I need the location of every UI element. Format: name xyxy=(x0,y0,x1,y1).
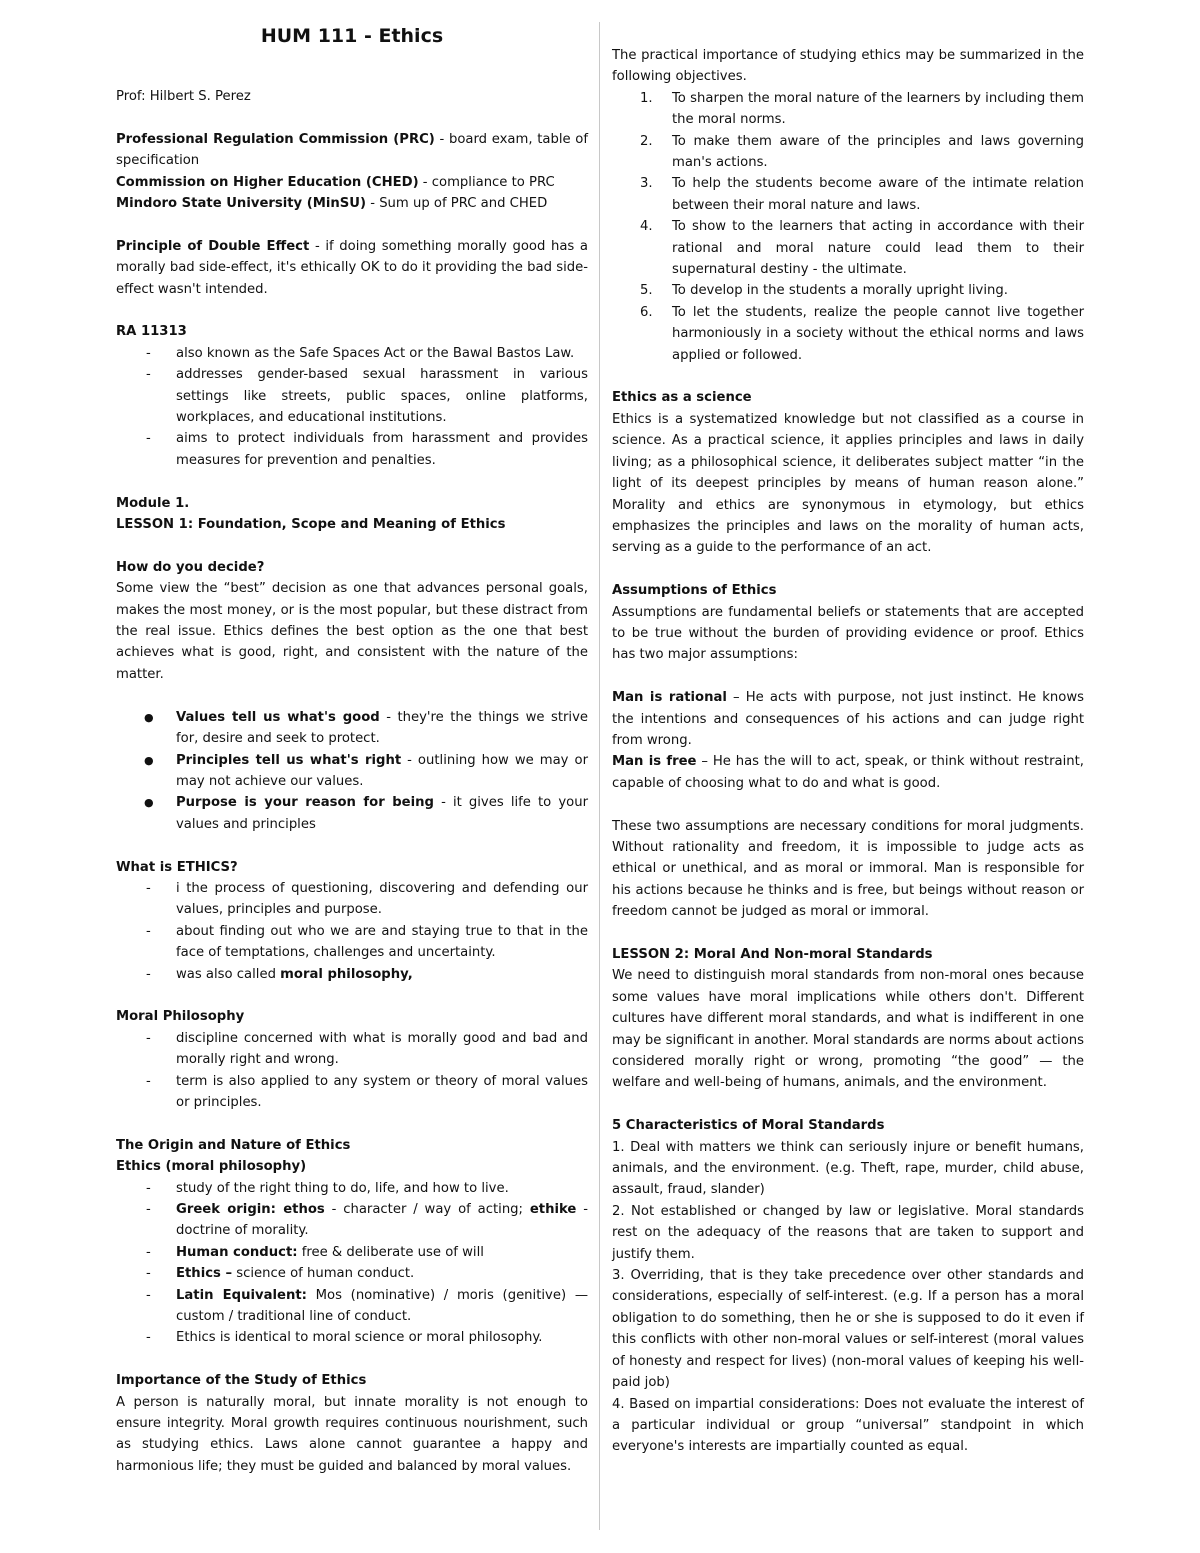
left-column xyxy=(116,86,588,1477)
characteristics-heading: 5 Characteristics of Moral Standards xyxy=(612,1118,885,1134)
what-ethics-list xyxy=(116,878,588,985)
characteristic-item: 2. Not established or changed by law or legislative. Moral standards rest on the adequacy of the reasons that are taken to support and justify them. xyxy=(612,1203,1084,1262)
decide-heading: How do you decide? xyxy=(116,559,265,575)
list-item: - Ethics – science of human conduct. xyxy=(146,1266,415,1282)
double-effect: Principle of Double Effect - if doing something morally good has a morally bad side-effect, it's ethically OK to do it providing the bad side-effect wasn't intended. xyxy=(116,238,588,297)
list-item: - Ethics is identical to moral science or moral philosophy. xyxy=(146,1330,543,1346)
origin-list xyxy=(116,1178,588,1349)
lesson1-heading: LESSON 1: Foundation, Scope and Meaning of Ethics xyxy=(116,517,506,533)
list-item: - term is also applied to any system or theory of moral values or principles. xyxy=(146,1073,588,1110)
ra-heading: RA 11313 xyxy=(116,324,187,340)
right-column xyxy=(612,45,1084,1458)
list-item: - Greek origin: ethos - character / way of acting; ethike - doctrine of morality. xyxy=(146,1201,589,1239)
list-item: - study of the right thing to do, life, and how to live. xyxy=(146,1180,509,1196)
lesson2-heading: LESSON 2: Moral And Non-moral Standards xyxy=(612,946,933,962)
list-item: - was also called moral philosophy, xyxy=(146,966,413,982)
list-item: - about finding out who we are and staying true to that in the face of temptations, challenges and uncertainty. xyxy=(146,923,588,961)
page-title: HUM 111 - Ethics xyxy=(260,25,444,47)
list-item: - Human conduct: free & deliberate use of will xyxy=(146,1244,484,1260)
science-text: Ethics is a systematized knowledge but not classified as a course in science. As a practical science, it applies principles and laws in daily living; as a philosophical science, it deliberates subject matter “in the light of its deepest principles by means of human reason alone.” Morality and ethics are synonymous in etymology, but ethics emphasizes the principles and laws on the morality of human acts, serving as a guide to the performance of an act. xyxy=(612,411,1084,556)
list-item: - i the process of questioning, discovering and defending our values, principles and purpose. xyxy=(146,880,588,918)
list-item: 4. To show to the learners that acting in accordance with their rational and moral nature could lead them to their supernatural destiny - the ultimate. xyxy=(640,219,1084,278)
list-item: 3. To help the students become aware of the intimate relation between their moral nature and laws. xyxy=(640,176,1084,213)
ra-list xyxy=(116,343,588,471)
moral-philosophy-heading: Moral Philosophy xyxy=(116,1009,245,1025)
list-item: - also known as the Safe Spaces Act or the Bawal Bastos Law. xyxy=(146,345,575,361)
org-ched: Commission on Higher Education (CHED) - compliance to PRC xyxy=(116,174,555,190)
list-item: 2. To make them aware of the principles and laws governing man's actions. xyxy=(640,133,1084,171)
characteristic-item: 3. Overriding, that is they take precedence over other standards and considerations, especially of self-interest. (e.g. If a person has a moral obligation to do something, then he or she is supposed to do it even if this conflicts with other non-moral values or self-interest (moral values of honesty and respect for lives) (non-moral values of keeping his well-paid job) xyxy=(612,1268,1084,1391)
importance-text: A person is naturally moral, but innate morality is not enough to ensure integrity. Moral growth requires continuous nourishment, such as studying ethics. Laws alone cannot guarantee a happy and harmonious life; they must be guided and balanced by moral values. xyxy=(116,1394,588,1474)
list-item: - discipline concerned with what is morally good and bad and morally right and wrong. xyxy=(146,1030,588,1068)
list-item: 5. To develop in the students a morally upright living. xyxy=(640,283,1008,299)
list-item: ● Principles tell us what's right - outlining how we may or may not achieve our values. xyxy=(144,752,588,789)
values-list xyxy=(116,707,588,835)
practical-intro: The practical importance of studying ethics may be summarized in the following objectives. xyxy=(612,48,1084,85)
module-heading: Module 1. xyxy=(116,495,190,511)
science-heading: Ethics as a science xyxy=(612,390,752,406)
prof-line: Prof: Hilbert S. Perez xyxy=(116,89,251,104)
what-ethics-heading: What is ETHICS? xyxy=(116,859,238,875)
origin-subheading: Ethics (moral philosophy) xyxy=(116,1159,307,1175)
list-item: ● Purpose is your reason for being - it gives life to your values and principles xyxy=(144,795,589,832)
characteristic-item: 4. Based on impartial considerations: Does not evaluate the interest of a particular individual or group “universal” standpoint in which everyone's interests are impartially counted as equal. xyxy=(612,1396,1084,1455)
assumptions-text: Assumptions are fundamental beliefs or statements that are accepted to be true without the burden of providing evidence or proof. Ethics has two major assumptions: xyxy=(612,604,1084,663)
man-free: Man is free – He has the will to act, speak, or think without restraint, capable of choosing what to do and what is good. xyxy=(612,754,1084,791)
decide-text: Some view the “best” decision as one that advances personal goals, makes the most money, or is the most popular, but these distract from the real issue. Ethics defines the best option as the one that best achieves what is good, right, and consistent with the nature of the matter. xyxy=(116,581,588,682)
assumptions-heading: Assumptions of Ethics xyxy=(612,583,777,599)
objectives-list xyxy=(612,88,1084,366)
list-item: - addresses gender-based sexual harassment in various settings like streets, public spaces, online platforms, workplaces, and educational institutions. xyxy=(146,367,588,426)
column-divider xyxy=(599,22,600,1530)
org-prc: Professional Regulation Commission (PRC) - board exam, table of specification xyxy=(116,131,588,169)
list-item: ● Values tell us what's good - they're the things we strive for, desire and seek to protect. xyxy=(144,709,589,747)
list-item: - aims to protect individuals from harassment and provides measures for prevention and penalties. xyxy=(146,431,588,468)
org-minsu: Mindoro State University (MinSU) - Sum up of PRC and CHED xyxy=(116,196,548,212)
list-item: 6. To let the students, realize the people cannot live together harmoniously in a society without the ethical norms and laws applied or followed. xyxy=(640,304,1084,363)
list-item: 1. To sharpen the moral nature of the learners by including them the moral norms. xyxy=(640,90,1084,128)
list-item: - Latin Equivalent: Mos (nominative) / moris (genitive) — custom / traditional line of conduct. xyxy=(146,1287,589,1325)
origin-heading: The Origin and Nature of Ethics xyxy=(116,1137,351,1153)
characteristic-item: 1. Deal with matters we think can seriously injure or benefit humans, animals, and the environment. (e.g. Theft, rape, murder, child abuse, assault, fraud, slander) xyxy=(612,1139,1084,1198)
importance-heading: Importance of the Study of Ethics xyxy=(116,1373,367,1389)
assumptions-conclusion: These two assumptions are necessary conditions for moral judgments. Without rationality and freedom, it is impossible to judge acts as ethical or unethical, and as moral or immoral. Man is responsible for his actions because he thinks and is free, but beings without reason or freedom cannot be judged as moral or immoral. xyxy=(612,818,1084,920)
moral-philosophy-list xyxy=(116,1028,588,1114)
lesson2-text: We need to distinguish moral standards from non-moral ones because some values have moral implications while others don't. Different cultures have different moral standards, and what is indifferent in one may be significant in another. Moral standards are norms about actions considered morally right or wrong, promoting “the good” — the welfare and well-being of humans, animals, and the environment. xyxy=(612,968,1084,1091)
man-rational: Man is rational – He acts with purpose, not just instinct. He knows the intentions and consequences of his actions and can judge right from wrong. xyxy=(612,690,1084,748)
